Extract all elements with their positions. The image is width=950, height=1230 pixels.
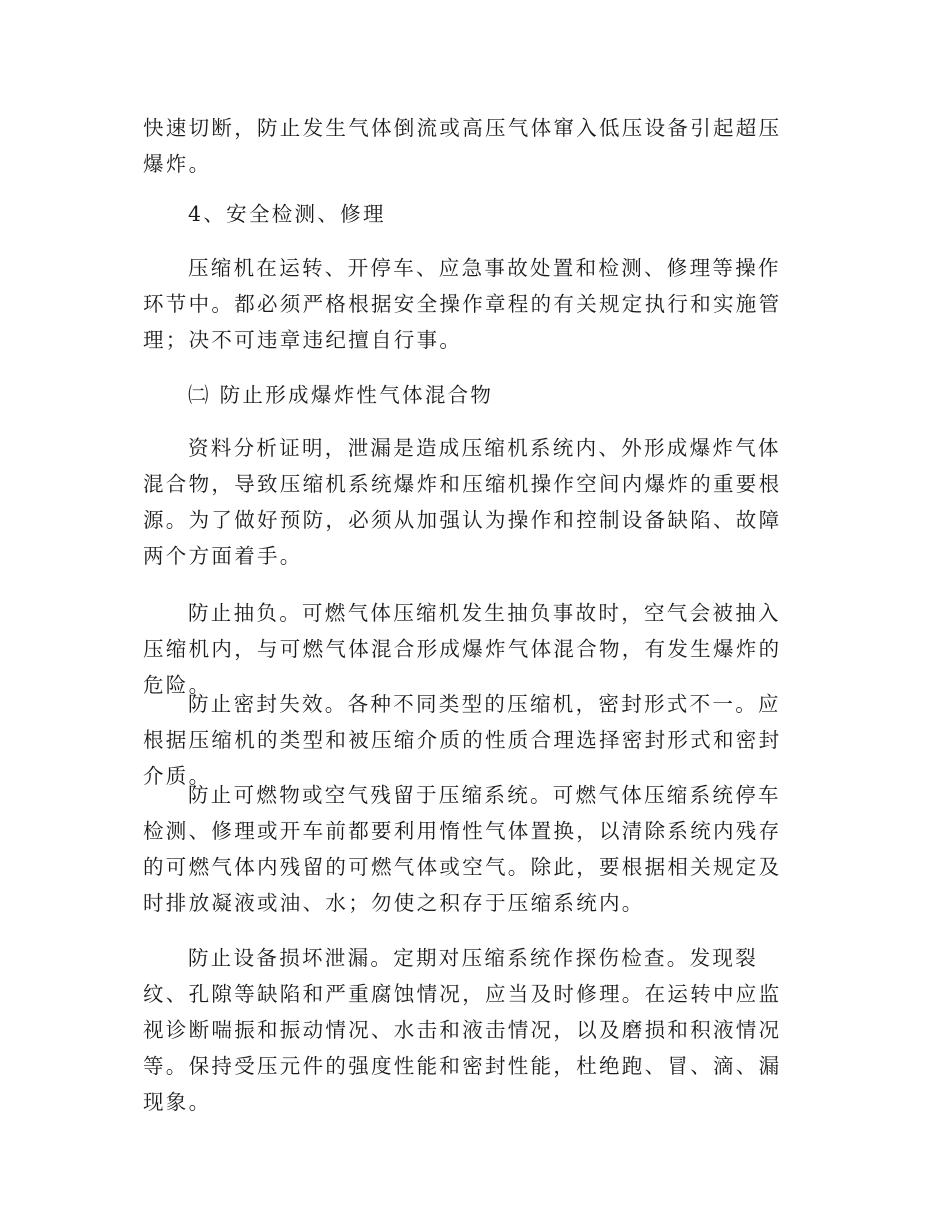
- heading-text: 4、安全检测、修理: [188, 202, 386, 226]
- paragraph-text: 压缩机在运转、开停车、应急事故处置和检测、修理等操作环节中。都必须严格根据安全操作章程的有关规定执行和实施管理；决不可违章违纪擅自行事。: [143, 256, 782, 352]
- paragraph-prevent-equipment-leak: [143, 940, 795, 1120]
- paragraph-continuation: [143, 110, 795, 182]
- heading-text: ㈡ 防止形成爆炸性气体混合物: [188, 383, 494, 407]
- paragraph-leak-analysis: [143, 430, 795, 574]
- paragraph-text: 防止可燃物或空气残留于压缩系统。可燃气体压缩系统停车检测、修理或开车前都要利用惰性气体置换，以清除系统内残存的可燃气体内残留的可燃气体或空气。除此，要根据相关规定及时排放凝液或油、水；勿使之积存于压缩系统内。: [143, 783, 782, 915]
- paragraph-operation-rules: [143, 250, 795, 358]
- paragraph-text: 防止抽负。可燃气体压缩机发生抽负事故时，空气会被抽入压缩机内，与可燃气体混合形成爆炸气体混合物，有发生爆炸的危险。: [143, 601, 782, 697]
- paragraph-text: 防止密封失效。各种不同类型的压缩机，密封形式不一。应根据压缩机的类型和被压缩介质的性质合理选择密封形式和密封介质。: [143, 692, 782, 788]
- paragraph-text: 快速切断，防止发生气体倒流或高压气体窜入低压设备引起超压爆炸。: [143, 116, 782, 176]
- paragraph-text: 防止设备损坏泄漏。定期对压缩系统作探伤检查。发现裂纹、孔隙等缺陷和严重腐蚀情况，应当及时修理。在运转中应监视诊断喘振和振动情况、水击和液击情况，以及磨损和积液情况等。保持受压元件的强度性能和密封性能，杜绝跑、冒、滴、漏现象。: [143, 946, 782, 1114]
- paragraph-prevent-residue: [143, 777, 795, 921]
- paragraph-text: 资料分析证明，泄漏是造成压缩机系统内、外形成爆炸气体混合物，导致压缩机系统爆炸和压缩机操作空间内爆炸的重要根源。为了做好预防，必须从加强认为操作和控制设备缺陷、故障两个方面着手。: [143, 436, 782, 568]
- section-heading-4: [143, 196, 795, 232]
- section-heading-2: [143, 377, 795, 413]
